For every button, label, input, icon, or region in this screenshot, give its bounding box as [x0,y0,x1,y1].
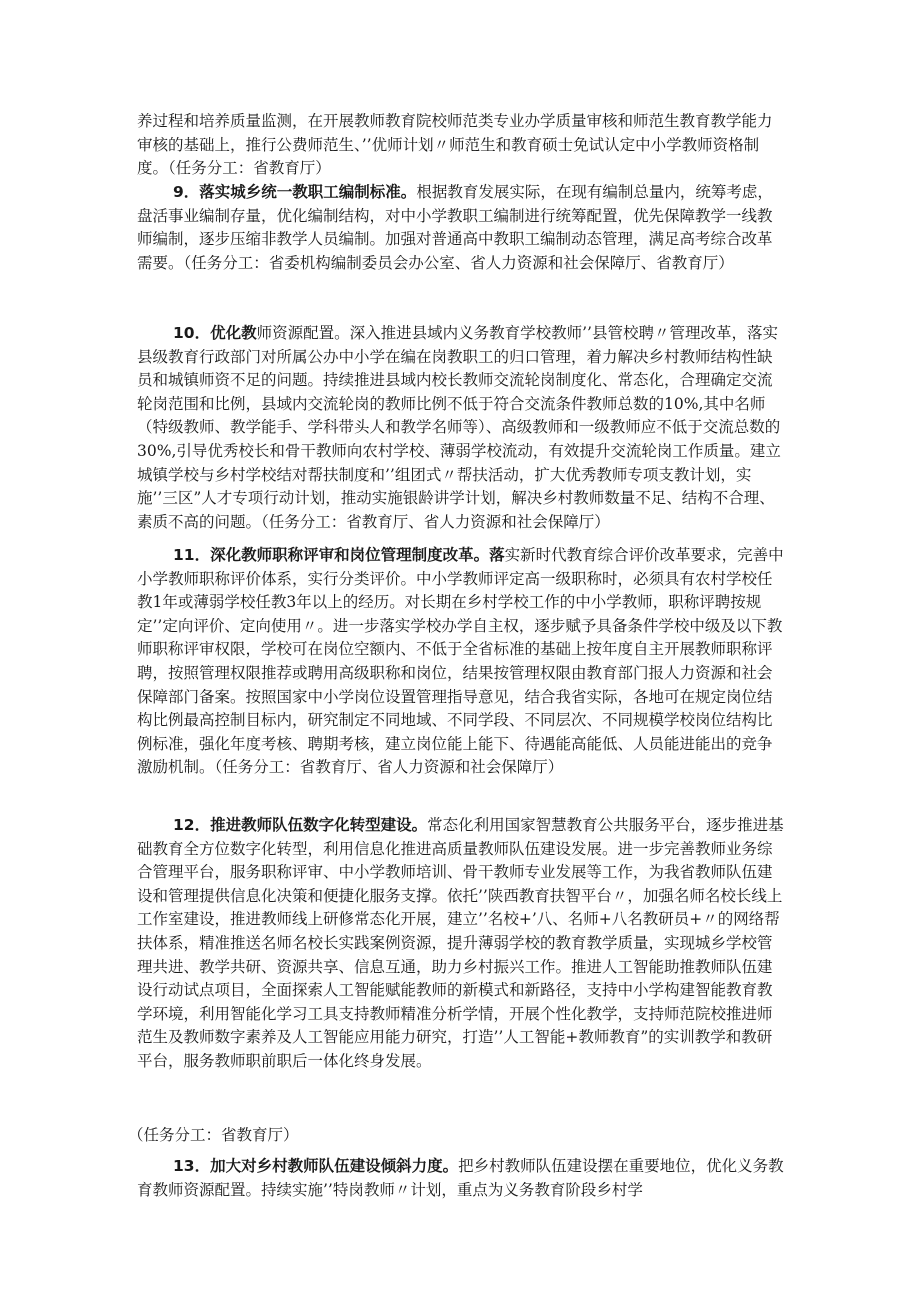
item-heading: 深化教师职称评审和岗位管理制度改革。落 [210,546,505,564]
item-number: 11． [173,546,211,564]
item-heading: 加大对乡村教师队伍建设倾斜力度。 [210,1157,459,1175]
item-heading: 优化教 [210,324,257,342]
intro-text: 养过程和培养质量监测，在开展教师教育院校师范类专业办学质量审核和师范生教育教学能力审核的基础上，推行公费师范生、’’优师计划〃师范生和教育硕士免试认定中小学教师资格制度。（任务分工：省教育厅） [137,112,773,178]
item-number: 13． [173,1157,211,1175]
item-body: 根据教育发展实际，在现有编制总量内，统筹考虑，盘活事业编制存量，优化编制结构，对中小学教职工编制进行统筹配置，优先保障教学一线教师编制，逐步压缩非教学人员编制。加强对普通高中教职工编制动态管理，满足高考综合改革需要。（任务分工：省委机构编制委员会办公室、省人力资源和社会保障厅、省教育厅） [137,183,773,272]
item-11-paragraph [137,544,787,780]
item-12-paragraph [137,814,787,1074]
item-13-paragraph [137,1155,787,1202]
item-9-paragraph [137,181,787,275]
item-number: 9． [173,183,200,201]
task-note-text: （任务分工：省教育厅） [128,1126,299,1144]
item-body: 常态化利用国家智慧教育公共服务平台，逐步推进基础教育全方位数字化转型，利用信息化推进高质量教师队伍建设发展。进一步完善教师业务综合管理平台，服务职称评审、中小学教师培训、骨干教师专业发展等工作，为我省教师队伍建设和管理提供信息化决策和便捷化服务支撑。依托’’陕西教育扶智平台〃，加强名师名校长线上工作室建设，推进教师线上研修常态化开展，建立’’名校+’八、名师+八名教研员+〃的网络帮扶体系，精准推送名师名校长实践案例资源，提升薄弱学校的教育教学质量，实现城乡学校管理共进、教学共研、资源共享、信息互通，助力乡村振兴工作。推进人工智能助推教师队伍建设行动试点项目，全面探索人工智能赋能教师的新模式和新路径，支持中小学构建智能教育教学环境，利用智能化学习工具支持教师精准分析学情，开展个性化教学，支持师范院校推进师范生及教师数字素养及人工智能应用能力研究，打造’’人工智能+教师教育”的实训教学和教研平台，服务教师职前职后一体化终身发展。 [137,816,784,1070]
item-10-paragraph [137,322,787,534]
item-body: 实新时代教育综合评价改革要求，完善中小学教师职称评价体系，实行分类评价。中小学教师评定高一级职称时，必须具有农村学校任教1年或薄弱学校任教3年以上的经历。对长期在乡村学校工作的中小学教师，职称评聘按规定’’定向评价、定向使用〃。进一步落实学校办学自主权，逐步赋予具备条件学校中级及以下教师职称评审权限，学校可在岗位空额内、不低于全省标准的基础上按年度自主开展教师职称评聘，按照管理权限推荐或聘用高级职称和岗位，结果按管理权限由教育部门报人力资源和社会保障部门备案。按照国家中小学岗位设置管理指导意见，结合我省实际，各地可在规定岗位结构比例最高控制目标内，研究制定不同地域、不同学段、不同层次、不同规模学校岗位结构比例标准，强化年度考核、聘期考核，建立岗位能上能下、待遇能高能低、人员能进能出的竞争激励机制。（任务分工：省教育厅、省人力资源和社会保障厅） [137,546,784,777]
item-body: 把乡村教师队伍建设摆在重要地位，优化义务教育教师资源配置。持续实施’’特岗教师〃计划，重点为义务教育阶段乡村学 [137,1157,784,1199]
item-body: 师资源配置。深入推进县域内义务教育学校教师’’县管校聘〃管理改革，落实县级教育行政部门对所属公办中小学在编在岗教职工的归口管理，着力解决乡村教师结构性缺员和城镇师资不足的问题。持续推进县域内校长教师交流轮岗制度化、常态化，合理确定交流轮岗范围和比例，县域内交流轮岗的教师比例不低于符合交流条件教师总数的10%,其中名师（特级教师、教学能手、学科带头人和教学名师等）、高级教师和一级教师应不低于交流总数的30%,引导优秀校长和骨干教师向农村学校、薄弱学校流动，有效提升交流轮岗工作质量。建立城镇学校与乡村学校结对帮扶制度和’’组团式〃帮扶活动，扩大优秀教师专项支教计划，实施’’三区”人才专项行动计划，推动实施银龄讲学计划，解决乡村教师数量不足、结构不合理、素质不高的问题。（任务分工：省教育厅、省人力资源和社会保障厅） [137,324,781,531]
intro-paragraph [137,110,787,181]
item-heading: 推进教师队伍数字化转型建设。 [210,816,428,834]
item-heading: 落实城乡统一教职工编制标准。 [199,183,417,201]
item-12-task-note [128,1124,299,1148]
item-number: 10． [173,324,211,342]
item-number: 12． [173,816,211,834]
